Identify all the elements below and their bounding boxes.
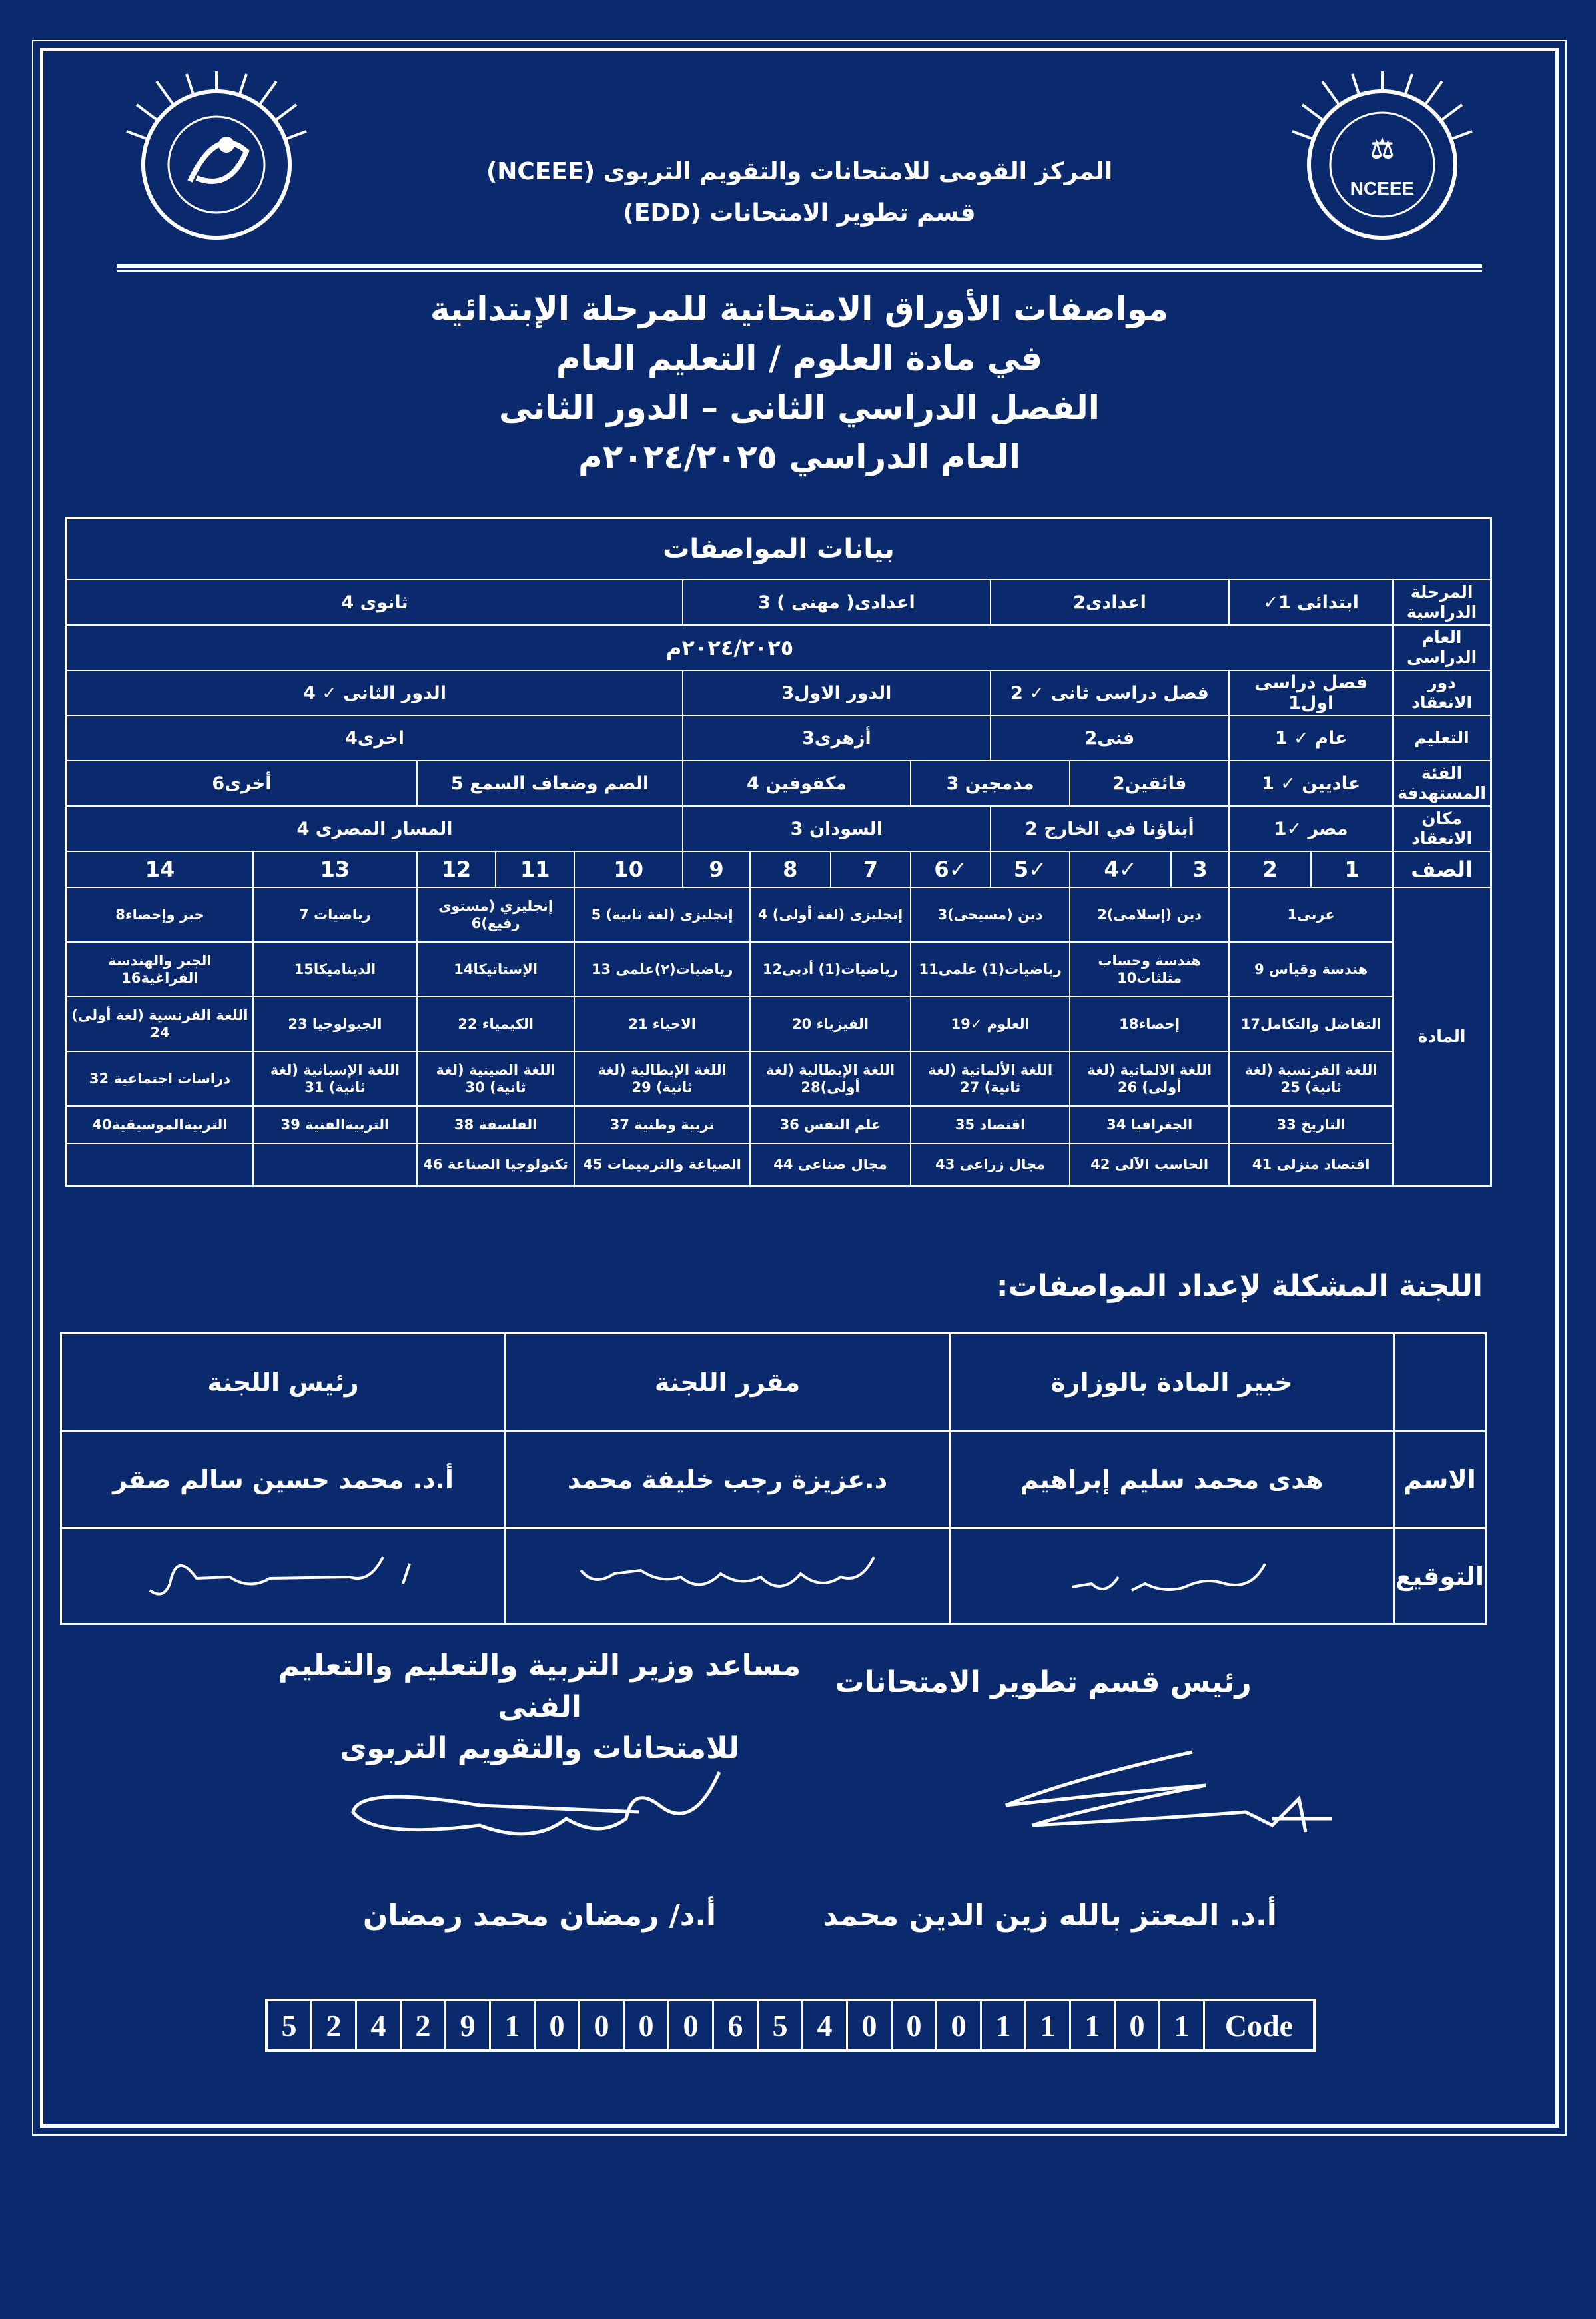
- session-label: دور الانعقاد: [1393, 670, 1491, 715]
- session-option: الدور الاول3: [683, 670, 991, 715]
- subject-cell: إنجليزي (مستوى رفيع)6: [417, 887, 574, 942]
- subject-row: [67, 887, 1491, 942]
- subject-row: [67, 997, 1491, 1051]
- grade-cell: ✓4: [1070, 851, 1171, 887]
- code-digit: 0: [892, 2000, 937, 2051]
- subject-cell: دراسات اجتماعية 32: [67, 1051, 253, 1106]
- session-option: فصل دراسى اول1: [1229, 670, 1393, 715]
- org-line-1: المركز القومى للامتحانات والتقويم التربوى (NCEEE): [486, 158, 1113, 185]
- code-label: Code: [1204, 2000, 1315, 2051]
- subject-cell: اللغة الإيطالية (لغة أولى)28: [750, 1051, 911, 1106]
- subject-row: [67, 1143, 1491, 1186]
- subject-cell: الفلسفة 38: [417, 1106, 574, 1143]
- stage-option: اعدادى2: [991, 580, 1230, 625]
- group-option: مدمجين 3: [911, 761, 1070, 806]
- header: [43, 51, 1555, 271]
- code-digit: 0: [937, 2000, 981, 2051]
- subject-cell: الفيزياء 20: [750, 997, 911, 1051]
- document-titles: [43, 284, 1555, 482]
- place-option: أبناؤنا في الخارج 2: [991, 806, 1230, 851]
- stage-row: [67, 580, 1491, 625]
- subject-cell: مجال صناعى 44: [750, 1143, 911, 1186]
- subject-cell: التفاضل والتكامل17: [1229, 997, 1393, 1051]
- code-digit: 5: [266, 2000, 312, 2051]
- subject-cell: إنجليزى (لغة أولى) 4: [750, 887, 911, 942]
- code-digit: 0: [1115, 2000, 1160, 2051]
- document-code: [265, 1999, 1316, 2052]
- group-option: عاديين ✓ 1: [1229, 761, 1393, 806]
- education-option: عام ✓ 1: [1229, 715, 1393, 761]
- spec-heading: بيانات المواصفات: [67, 518, 1491, 580]
- subject-cell: العلوم ✓19: [911, 997, 1070, 1051]
- grade-cell: ✓5: [991, 851, 1070, 887]
- grade-cell: 7: [831, 851, 911, 887]
- education-option: اخرى4: [67, 715, 683, 761]
- grade-cell: 3: [1171, 851, 1229, 887]
- education-option: أزهرى3: [683, 715, 991, 761]
- subject-cell: اقتصاد 35: [911, 1106, 1070, 1143]
- group-option: أخرى6: [67, 761, 417, 806]
- group-option: الصم وضعاف السمع 5: [417, 761, 683, 806]
- group-option: فائقين2: [1070, 761, 1229, 806]
- subject-cell: الاحياء 21: [574, 997, 750, 1051]
- subject-cell: التربيةالفنية 39: [253, 1106, 417, 1143]
- edd-head-signature: [993, 1739, 1352, 1855]
- subject-cell: الجغرافيا 34: [1070, 1106, 1229, 1143]
- signature-2: [506, 1528, 950, 1625]
- place-option: المسار المصرى 4: [67, 806, 683, 851]
- header-divider: [117, 264, 1482, 272]
- code-digit: 4: [803, 2000, 847, 2051]
- subject-label: المادة: [1393, 887, 1491, 1186]
- subject-cell: الإستاتيكا14: [417, 942, 574, 997]
- stage-label: المرحلة الدراسية: [1393, 580, 1491, 625]
- subject-cell: اقتصاد منزلى 41: [1229, 1143, 1393, 1186]
- subject-cell: اللغة الالمانية (لغة أولى) 26: [1070, 1051, 1229, 1106]
- name-label: الاسم: [1394, 1432, 1486, 1528]
- place-label: مكان الانعقاد: [1393, 806, 1491, 851]
- committee-signature-row: [61, 1528, 1486, 1625]
- code-digit: 2: [312, 2000, 356, 2051]
- group-row: [67, 761, 1491, 806]
- empty-corner: [1394, 1334, 1486, 1432]
- signature-3: [61, 1528, 506, 1625]
- subject-cell: هندسة وقياس 9: [1229, 942, 1393, 997]
- committee-table: [60, 1332, 1487, 1625]
- subject-cell: التربيةالموسيقية40: [67, 1106, 253, 1143]
- subject-cell: دين (إسلامى)2: [1070, 887, 1229, 942]
- subject-cell: الكيمياء 22: [417, 997, 574, 1051]
- year-row: [67, 625, 1491, 670]
- subject-row: [67, 942, 1491, 997]
- title-line-2: في مادة العلوم / التعليم العام: [556, 339, 1043, 378]
- group-label: الفئة المستهدفة: [1393, 761, 1491, 806]
- code-digit: 6: [713, 2000, 758, 2051]
- code-digit: 5: [758, 2000, 803, 2051]
- signature-label: التوقيع: [1394, 1528, 1486, 1625]
- subject-cell: إحصاء18: [1070, 997, 1229, 1051]
- grade-cell: ✓6: [911, 851, 991, 887]
- org-line-2: قسم تطوير الامتحانات (EDD): [623, 199, 976, 227]
- subject-cell: إنجليزى (لغة ثانية) 5: [574, 887, 750, 942]
- subject-cell: الجيولوجيا 23: [253, 997, 417, 1051]
- role-header: خبير المادة بالوزارة: [950, 1334, 1394, 1432]
- deputy-minister-title-1: مساعد وزير التربية والتعليم والتعليم الفنى: [278, 1649, 801, 1724]
- subject-cell: عربى1: [1229, 887, 1393, 942]
- subject-cell: الديناميكا15: [253, 942, 417, 997]
- deputy-minister-signature: [346, 1745, 759, 1861]
- committee-name-row: [61, 1432, 1486, 1528]
- subject-cell: [253, 1143, 417, 1186]
- code-digit: 1: [981, 2000, 1026, 2051]
- svg-text:⚖: ⚖: [1370, 134, 1394, 164]
- edd-head-block: [803, 1662, 1283, 1703]
- spec-table: [65, 517, 1492, 1187]
- stage-option: ابتدائى 1✓: [1229, 580, 1393, 625]
- title-line-3: الفصل الدراسي الثانى – الدور الثانى: [499, 388, 1100, 427]
- signature-1: [950, 1528, 1394, 1625]
- subject-cell: رياضيات(1) علمى11: [911, 942, 1070, 997]
- grade-cell: 8: [750, 851, 831, 887]
- subject-cell: علم النفس 36: [750, 1106, 911, 1143]
- code-digit: 0: [580, 2000, 624, 2051]
- subject-cell: تكنولوجيا الصناعة 46: [417, 1143, 574, 1186]
- subject-cell: الصياغة والترميمات 45: [574, 1143, 750, 1186]
- subject-cell: اللغة الإيطالية (لغة ثانية) 29: [574, 1051, 750, 1106]
- subject-cell: دين (مسيحى)3: [911, 887, 1070, 942]
- subject-cell: اللغة الصينية (لغة ثانية) 30: [417, 1051, 574, 1106]
- member-name: أ.د. محمد حسين سالم صقر: [61, 1432, 506, 1528]
- grade-cell: 12: [417, 851, 496, 887]
- code-digit: 0: [535, 2000, 580, 2051]
- code-digit: 1: [1160, 2000, 1204, 2051]
- subject-cell: هندسة وحساب مثلثات10: [1070, 942, 1229, 997]
- svg-text:NCEEE: NCEEE: [1350, 178, 1415, 199]
- subject-cell: الحاسب الآلى 42: [1070, 1143, 1229, 1186]
- session-option: الدور الثانى ✓ 4: [67, 670, 683, 715]
- edd-head-name: أ.د. المعتز بالله زين الدين محمد: [823, 1899, 1277, 1933]
- code-digit: 9: [446, 2000, 490, 2051]
- subject-row: [67, 1106, 1491, 1143]
- member-name: هدى محمد سليم إبراهيم: [950, 1432, 1394, 1528]
- grade-label: الصف: [1393, 851, 1491, 887]
- year-value: ٢٠٢٤/٢٠٢٥م: [67, 625, 1394, 670]
- grade-cell: 13: [253, 851, 417, 887]
- deputy-minister-name: أ.د/ رمضان محمد رمضان: [362, 1899, 717, 1933]
- education-row: [67, 715, 1491, 761]
- subject-cell: التاريخ 33: [1229, 1106, 1393, 1143]
- organization-name: [43, 151, 1555, 234]
- stage-option: اعدادى( مهنى ) 3: [683, 580, 991, 625]
- education-label: التعليم: [1393, 715, 1491, 761]
- grade-cell: 10: [574, 851, 683, 887]
- role-header: رئيس اللجنة: [61, 1334, 506, 1432]
- grade-cell: 9: [683, 851, 750, 887]
- code-digit: 1: [1070, 2000, 1115, 2051]
- deputy-minister-title-2: للامتحانات والتقويم التربوى: [340, 1731, 739, 1765]
- year-label: العام الدراسى: [1393, 625, 1491, 670]
- code-digit: 1: [1026, 2000, 1070, 2051]
- subject-cell: [67, 1143, 253, 1186]
- place-option: مصر ✓1: [1229, 806, 1393, 851]
- subject-cell: رياضيات 7: [253, 887, 417, 942]
- grade-cell: 11: [496, 851, 574, 887]
- code-digit: 2: [401, 2000, 446, 2051]
- committee-role-row: [61, 1334, 1486, 1432]
- place-option: السودان 3: [683, 806, 991, 851]
- code-digit: 0: [847, 2000, 892, 2051]
- role-header: مقرر اللجنة: [506, 1334, 950, 1432]
- subject-cell: رياضيات(٢)علمى 13: [574, 942, 750, 997]
- subject-cell: رياضيات(1) أدبى12: [750, 942, 911, 997]
- title-line-1: مواصفات الأوراق الامتحانية للمرحلة الإبتدائية: [430, 290, 1169, 328]
- code-digit: 1: [490, 2000, 535, 2051]
- stage-option: ثانوى 4: [67, 580, 683, 625]
- edd-head-title: رئيس قسم تطوير الامتحانات: [835, 1665, 1252, 1699]
- grade-cell: 14: [67, 851, 253, 887]
- code-digit: 0: [669, 2000, 713, 2051]
- subject-cell: اللغة الفرنسية (لغة أولى) 24: [67, 997, 253, 1051]
- code-digit: 0: [624, 2000, 669, 2051]
- code-digit: 4: [356, 2000, 401, 2051]
- subject-cell: الجبر والهندسة الفراغية16: [67, 942, 253, 997]
- subject-cell: اللغة الإسبانية (لغة ثانية) 31: [253, 1051, 417, 1106]
- grade-row: [67, 851, 1491, 887]
- education-option: فنى2: [991, 715, 1230, 761]
- subject-row: [67, 1051, 1491, 1106]
- subject-cell: اللغة الفرنسية (لغة ثانية) 25: [1229, 1051, 1393, 1106]
- subject-cell: جبر وإحصاء8: [67, 887, 253, 942]
- member-name: د.عزيزة رجب خليفة محمد: [506, 1432, 950, 1528]
- session-option: فصل دراسى ثانى ✓ 2: [991, 670, 1230, 715]
- subject-cell: مجال زراعى 43: [911, 1143, 1070, 1186]
- grade-cell: 2: [1229, 851, 1311, 887]
- title-line-4: العام الدراسي ٢٠٢٤/٢٠٢٥م: [578, 438, 1020, 476]
- grade-cell: 1: [1311, 851, 1393, 887]
- place-row: [67, 806, 1491, 851]
- subject-cell: اللغة الألمانية (لغة ثانية) 27: [911, 1051, 1070, 1106]
- subject-cell: تربية وطنية 37: [574, 1106, 750, 1143]
- session-row: [67, 670, 1491, 715]
- committee-title: اللجنة المشكلة لإعداد المواصفات:: [996, 1269, 1483, 1303]
- group-option: مكفوفين 4: [683, 761, 911, 806]
